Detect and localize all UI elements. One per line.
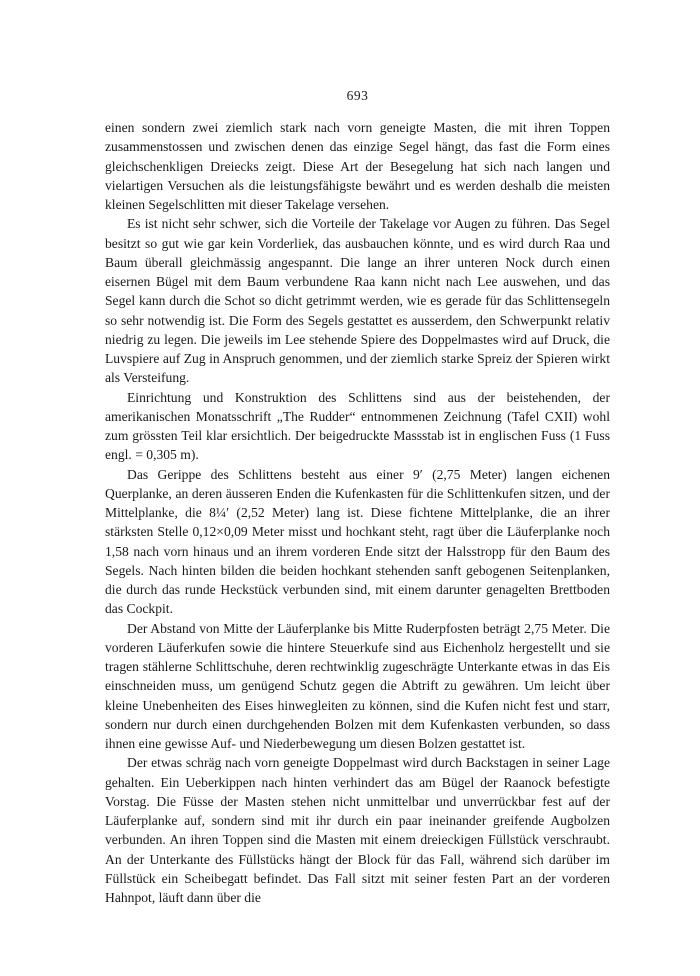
body-text: [105, 118, 610, 907]
page-number: 693: [346, 88, 369, 103]
paragraph-2: Es ist nicht sehr schwer, sich die Vorteile der Takelage vor Augen zu führen. Das Segel besitzt so gut wie gar kein Vorderliek, das ausbauchen könnte, und es wird durch Raa und Baum überall gleichmässig angespannt. Die lange an ihrer unteren Nock durch einen eisernen Bügel mit dem Baum verbundene Raa kann nicht nach Lee auswehen, und das Segel kann durch die Schot so dicht getrimmt werden, wie es gerade für das Schlittensegeln so sehr notwendig ist. Die Form des Segels gestattet es ausserdem, den Schwerpunkt relativ niedrig zu legen. Die jeweils im Lee stehende Spiere des Doppelmastes wird auf Druck, die Luvspiere auf Zug in Anspruch genommen, und der ziemlich starke Spreiz der Spieren wirkt als Versteifung.: [105, 216, 610, 386]
paragraph-6: Der etwas schräg nach vorn geneigte Doppelmast wird durch Backstagen in seiner Lage gehalten. Ein Ueberkippen nach hinten verhindert das am Bügel der Raanock befestigte Vorstag. Die Füsse der Masten stehen nicht unmittelbar und unverrückbar fest auf der Läuferplanke auf, sondern sind mit ihr durch ein paar ineinander greifende Augbolzen verbunden. An ihren Toppen sind die Masten mit einem dreieckigen Füllstück verschraubt. An der Unterkante des Füllstücks hängt der Block für das Fall, während sich darüber im Füllstück ein Scheibegatt befindet. Das Fall sitzt mit seiner festen Part an der vorderen Hahnpot, läuft dann über die: [105, 755, 610, 905]
paragraph-5: Der Abstand von Mitte der Läuferplanke bis Mitte Ruderpfosten beträgt 2,75 Meter. Die vorderen Läuferkufen sowie die hintere Steuerkufe sind aus Eichenholz hergestellt und sie tragen stählerne Schlittschuhe, deren rechtwinklig zugeschrägte Unterkante etwas in das Eis einschneiden muss, um genügend Schutz gegen die Abtrift zu gewähren. Um leicht über kleine Unebenheiten des Eises hinwegleiten zu können, sind die Kufen nicht fest und starr, sondern nur durch einen durchgehenden Bolzen mit dem Kufenkasten verbunden, so dass ihnen eine gewisse Auf- und Niederbewegung um diesen Bolzen gestattet ist.: [105, 620, 610, 751]
paragraph-1: einen sondern zwei ziemlich stark nach vorn geneigte Masten, die mit ihren Toppen zusammenstossen und zwischen denen das einzige Segel hängt, das fast die Form eines gleichschenkligen Dreiecks zeigt. Diese Art der Besegelung hat sich nach langen und vielartigen Versuchen als die leistungsfähigste bewährt und es werden deshalb die meisten kleinen Segelschlitten mit dieser Takelage versehen.: [105, 120, 610, 212]
paragraph-3: Einrichtung und Konstruktion des Schlittens sind aus der beistehenden, der amerikanischen Monatsschrift „The Rudder“ entnommenen Zeichnung (Tafel CXII) wohl zum grössten Teil klar ersichtlich. Der beigedruckte Massstab ist in englischen Fuss (1 Fuss engl. = 0,305 m).: [105, 389, 610, 463]
paragraph-4: Das Gerippe des Schlittens besteht aus einer 9′ (2,75 Meter) langen eichenen Querplanke, an deren äusseren Enden die Kufenkasten für die Schlittenkufen sitzen, und der Mittelplanke, die 8¼′ (2,52 Meter) lang ist. Diese fichtene Mittelplanke, die an ihrer stärksten Stelle 0,12×0,09 Meter misst und hochkant steht, ragt über die Läuferplanke noch 1,58 nach vorn hinaus und an ihrem vorderen Ende sitzt der Halsstropp für den Baum des Segels. Nach hinten bilden die beiden hochkant stehenden sanft gebogenen Seitenplanken, die durch das runde Heckstück verbunden sind, mit einem darunter genagelten Brettboden das Cockpit.: [105, 466, 610, 617]
